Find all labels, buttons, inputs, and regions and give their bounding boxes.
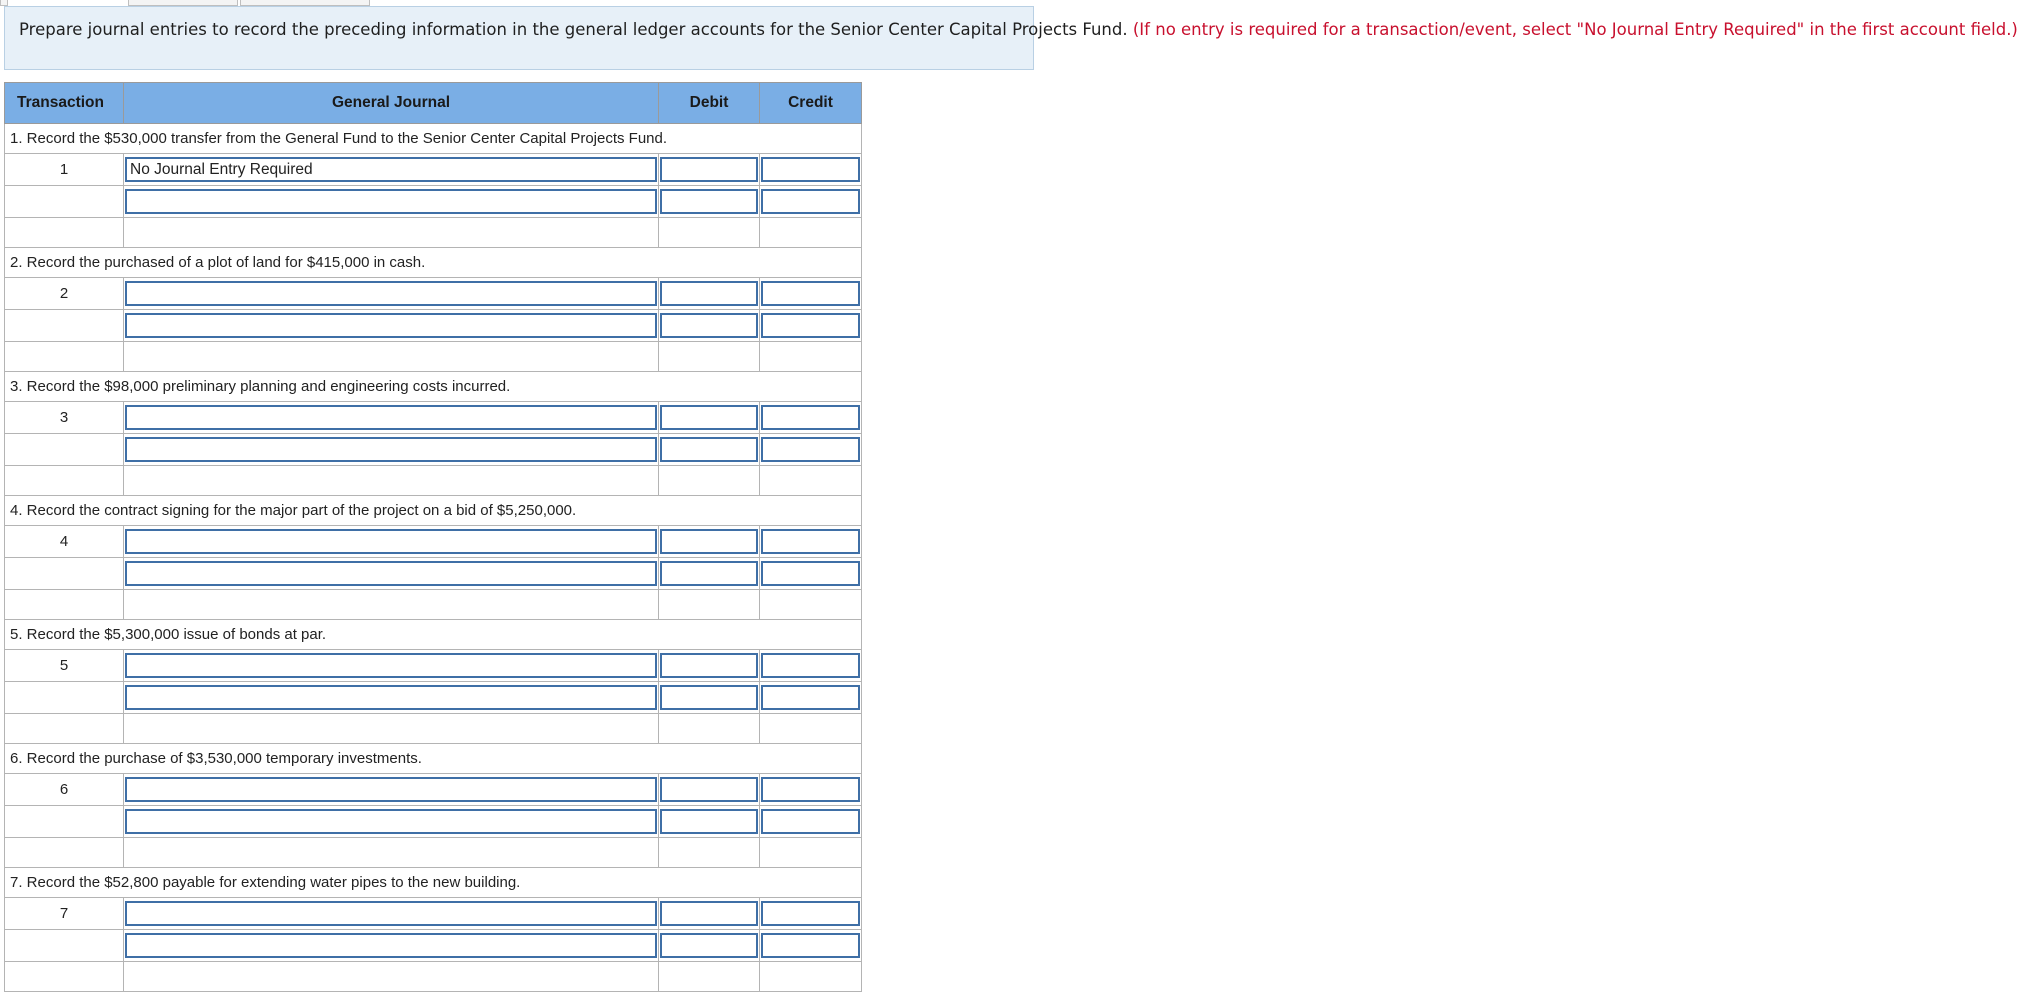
account-field-cell (124, 402, 659, 434)
debit-field-cell (659, 898, 760, 930)
account-field[interactable]: No Journal Entry Required (125, 157, 657, 182)
empty-cell (124, 466, 659, 496)
entry-description: 4. Record the contract signing for the major part of the project on a bid of $5,250,000. (5, 496, 862, 526)
credit-field[interactable] (761, 529, 860, 554)
empty-cell (659, 218, 760, 248)
transaction-number (5, 930, 124, 962)
debit-field[interactable] (660, 437, 758, 462)
empty-cell (760, 962, 862, 992)
credit-field[interactable] (761, 653, 860, 678)
debit-field-cell (659, 682, 760, 714)
debit-field[interactable] (660, 777, 758, 802)
journal-table (4, 82, 862, 992)
transaction-number (5, 838, 124, 868)
empty-cell (760, 838, 862, 868)
debit-field-cell (659, 806, 760, 838)
credit-field[interactable] (761, 933, 860, 958)
transaction-number: 4 (5, 526, 124, 558)
transaction-number: 2 (5, 278, 124, 310)
journal-line-row (5, 930, 862, 962)
account-field[interactable] (125, 405, 657, 430)
journal-line-row (5, 590, 862, 620)
journal-line-row (5, 154, 862, 186)
account-field[interactable] (125, 653, 657, 678)
journal-line-row (5, 186, 862, 218)
credit-field[interactable] (761, 405, 860, 430)
journal-line-row (5, 558, 862, 590)
journal-line-row (5, 682, 862, 714)
debit-field[interactable] (660, 529, 758, 554)
credit-field-cell (760, 930, 862, 962)
account-field-cell (124, 154, 659, 186)
entry-description-row (5, 496, 862, 526)
credit-field[interactable] (761, 561, 860, 586)
entry-description-row (5, 248, 862, 278)
transaction-number (5, 218, 124, 248)
account-field[interactable] (125, 933, 657, 958)
journal-line-row (5, 342, 862, 372)
debit-field[interactable] (660, 405, 758, 430)
credit-field-cell (760, 650, 862, 682)
account-field-cell (124, 526, 659, 558)
account-field-cell (124, 898, 659, 930)
transaction-number: 6 (5, 774, 124, 806)
debit-field-cell (659, 526, 760, 558)
empty-cell (760, 218, 862, 248)
transaction-number (5, 714, 124, 744)
transaction-number (5, 434, 124, 466)
debit-field-cell (659, 310, 760, 342)
debit-field-cell (659, 154, 760, 186)
credit-field-cell (760, 186, 862, 218)
account-field-cell (124, 806, 659, 838)
transaction-number: 5 (5, 650, 124, 682)
account-field-cell (124, 310, 659, 342)
journal-line-row (5, 218, 862, 248)
entry-description: 2. Record the purchased of a plot of land for $415,000 in cash. (5, 248, 862, 278)
instructions-box (4, 6, 2018, 70)
journal-line-row (5, 310, 862, 342)
account-field[interactable] (125, 777, 657, 802)
instructions-note: (If no entry is required for a transaction/event, select "No Journal Entry Required" in the first account field.) (1132, 20, 2018, 39)
entry-description: 3. Record the $98,000 preliminary planning and engineering costs incurred. (5, 372, 862, 402)
journal-line-row (5, 898, 862, 930)
empty-cell (124, 714, 659, 744)
empty-cell (760, 342, 862, 372)
credit-field[interactable] (761, 157, 860, 182)
debit-field-cell (659, 930, 760, 962)
credit-field-cell (760, 434, 862, 466)
credit-field[interactable] (761, 437, 860, 462)
credit-field-cell (760, 154, 862, 186)
debit-field[interactable] (660, 809, 758, 834)
transaction-number (5, 806, 124, 838)
debit-field[interactable] (660, 313, 758, 338)
debit-field[interactable] (660, 901, 758, 926)
account-field[interactable] (125, 685, 657, 710)
transaction-number (5, 962, 124, 992)
journal-line-row (5, 838, 862, 868)
col-general-journal: General Journal (124, 83, 659, 124)
credit-field[interactable] (761, 313, 860, 338)
credit-field-cell (760, 898, 862, 930)
transaction-number (5, 310, 124, 342)
transaction-number (5, 590, 124, 620)
col-debit: Debit (659, 83, 760, 124)
account-field[interactable] (125, 901, 657, 926)
empty-cell (659, 590, 760, 620)
entry-description-row (5, 620, 862, 650)
transaction-number: 7 (5, 898, 124, 930)
debit-field[interactable] (660, 653, 758, 678)
entry-description-row (5, 868, 862, 898)
entry-description: 7. Record the $52,800 payable for extending water pipes to the new building. (5, 868, 862, 898)
debit-field[interactable] (660, 189, 758, 214)
transaction-number (5, 186, 124, 218)
transaction-number (5, 342, 124, 372)
empty-cell (659, 714, 760, 744)
credit-field-cell (760, 278, 862, 310)
debit-field-cell (659, 402, 760, 434)
empty-cell (659, 342, 760, 372)
credit-field-cell (760, 402, 862, 434)
empty-cell (760, 466, 862, 496)
account-field[interactable] (125, 437, 657, 462)
credit-field[interactable] (761, 685, 860, 710)
debit-field[interactable] (660, 685, 758, 710)
entry-description: 5. Record the $5,300,000 issue of bonds at par. (5, 620, 862, 650)
credit-field[interactable] (761, 189, 860, 214)
account-field-cell (124, 682, 659, 714)
debit-field-cell (659, 186, 760, 218)
instructions-text: Prepare journal entries to record the preceding information in the general ledger accounts for the Senior Center Capital Projects Fund. (19, 20, 1128, 39)
journal-line-row (5, 278, 862, 310)
account-field-cell (124, 434, 659, 466)
account-field[interactable] (125, 281, 657, 306)
col-transaction: Transaction (5, 83, 124, 124)
journal-line-row (5, 434, 862, 466)
credit-field[interactable] (761, 777, 860, 802)
account-field-cell (124, 930, 659, 962)
entry-description: 1. Record the $530,000 transfer from the General Fund to the Senior Center Capital Projects Fund. (5, 124, 862, 154)
debit-field-cell (659, 558, 760, 590)
journal-line-row (5, 650, 862, 682)
entry-description-row (5, 372, 862, 402)
entry-description-row (5, 124, 862, 154)
journal-line-row (5, 774, 862, 806)
empty-cell (760, 714, 862, 744)
debit-field-cell (659, 774, 760, 806)
debit-field[interactable] (660, 933, 758, 958)
credit-field[interactable] (761, 809, 860, 834)
col-credit: Credit (760, 83, 862, 124)
debit-field[interactable] (660, 281, 758, 306)
empty-cell (659, 962, 760, 992)
journal-line-row (5, 714, 862, 744)
journal-line-row (5, 962, 862, 992)
empty-cell (124, 218, 659, 248)
empty-cell (659, 838, 760, 868)
debit-field[interactable] (660, 561, 758, 586)
journal-line-row (5, 526, 862, 558)
credit-field-cell (760, 310, 862, 342)
empty-cell (659, 466, 760, 496)
account-field-cell (124, 558, 659, 590)
empty-cell (124, 962, 659, 992)
credit-field[interactable] (761, 281, 860, 306)
transaction-number (5, 682, 124, 714)
account-field[interactable] (125, 529, 657, 554)
credit-field-cell (760, 682, 862, 714)
journal-line-row (5, 806, 862, 838)
account-field-cell (124, 774, 659, 806)
transaction-number (5, 466, 124, 496)
debit-field-cell (659, 650, 760, 682)
empty-cell (760, 590, 862, 620)
account-field[interactable] (125, 189, 657, 214)
account-field-cell (124, 650, 659, 682)
transaction-number: 1 (5, 154, 124, 186)
transaction-number: 3 (5, 402, 124, 434)
debit-field-cell (659, 434, 760, 466)
credit-field-cell (760, 558, 862, 590)
account-field[interactable] (125, 561, 657, 586)
entry-description-row (5, 744, 862, 774)
table-header-row (5, 83, 862, 124)
credit-field[interactable] (761, 901, 860, 926)
account-field-cell (124, 278, 659, 310)
journal-line-row (5, 466, 862, 496)
account-field[interactable] (125, 313, 657, 338)
empty-cell (124, 590, 659, 620)
credit-field-cell (760, 806, 862, 838)
account-field[interactable] (125, 809, 657, 834)
transaction-number (5, 558, 124, 590)
entry-description: 6. Record the purchase of $3,530,000 temporary investments. (5, 744, 862, 774)
debit-field[interactable] (660, 157, 758, 182)
debit-field-cell (659, 278, 760, 310)
empty-cell (124, 838, 659, 868)
account-field-cell (124, 186, 659, 218)
journal-line-row (5, 402, 862, 434)
credit-field-cell (760, 774, 862, 806)
empty-cell (124, 342, 659, 372)
credit-field-cell (760, 526, 862, 558)
